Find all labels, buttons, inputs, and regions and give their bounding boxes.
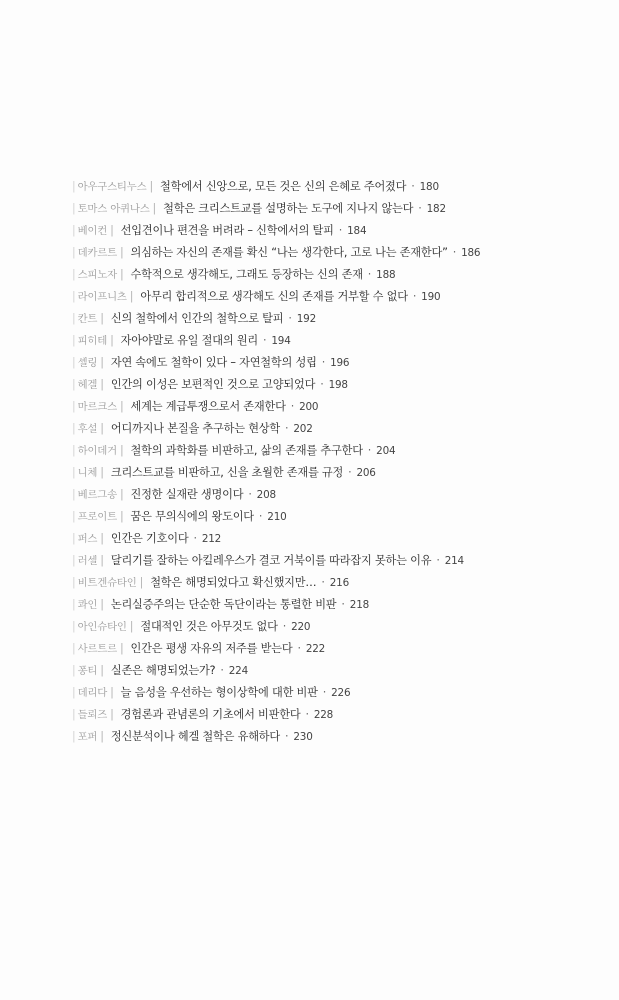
- divider: |: [72, 488, 76, 501]
- separator-dot: ·: [297, 642, 301, 655]
- divider: |: [110, 708, 114, 721]
- entry-title: 자아야말로 유일 절대의 원리: [120, 334, 259, 347]
- entry-title: 아무리 합리적으로 생각해도 신의 존재를 거부할 수 없다: [140, 290, 408, 303]
- page-number: 224: [228, 665, 248, 677]
- divider: |: [72, 620, 76, 633]
- divider: |: [100, 378, 104, 391]
- toc-entry: [72, 726, 602, 748]
- divider: |: [72, 730, 76, 743]
- page-number: 210: [267, 511, 287, 523]
- page-number: 196: [330, 357, 350, 369]
- entry-title: 세계는 계급투쟁으로서 존재한다: [130, 400, 286, 413]
- separator-dot: ·: [320, 378, 324, 391]
- divider: |: [149, 180, 154, 193]
- entry-title: 논리실증주의는 단순한 독단이라는 통렬한 비판: [110, 598, 337, 611]
- entry-title: 꿈은 무의식에의 왕도이다: [130, 510, 254, 523]
- separator-dot: ·: [322, 686, 327, 699]
- page-number: 192: [296, 313, 316, 325]
- philosopher-name: 후설: [77, 423, 98, 435]
- divider: |: [119, 444, 124, 457]
- entry-title: 인간은 기호이다: [110, 532, 189, 545]
- philosopher-name: 포퍼: [77, 731, 98, 743]
- page-number: 214: [444, 555, 464, 567]
- philosopher-name: 베이컨: [77, 225, 108, 237]
- separator-dot: ·: [220, 664, 224, 677]
- page-number: 198: [328, 379, 348, 391]
- divider: |: [100, 312, 104, 325]
- philosopher-name: 아인슈타인: [77, 621, 127, 633]
- toc-entry: [72, 176, 602, 198]
- divider: |: [129, 290, 134, 303]
- entry-title: 인간의 이성은 보편적인 것으로 고양되었다: [110, 378, 316, 391]
- toc-entry: [72, 440, 602, 462]
- divider: |: [72, 686, 76, 699]
- toc-entry: [72, 330, 602, 352]
- philosopher-name: 칸트: [77, 313, 98, 325]
- entry-title: 철학의 과학화를 비판하고, 삶의 존재를 추구한다: [130, 444, 363, 457]
- divider: |: [110, 224, 114, 237]
- toc-entry: [72, 374, 602, 396]
- philosopher-name: 토마스 아퀴나스: [77, 203, 150, 215]
- toc-entry: [72, 308, 602, 330]
- toc-entry: [72, 550, 602, 572]
- separator-dot: ·: [367, 444, 372, 457]
- entry-title: 실존은 해명되었는가?: [110, 664, 216, 677]
- separator-dot: ·: [341, 598, 345, 611]
- page-number: 218: [349, 599, 370, 611]
- separator-dot: ·: [288, 312, 292, 325]
- separator-dot: ·: [321, 356, 326, 369]
- separator-dot: ·: [263, 334, 267, 347]
- toc-entry: [72, 264, 602, 286]
- divider: |: [72, 642, 76, 655]
- separator-dot: ·: [305, 708, 309, 721]
- page-number: 180: [419, 181, 439, 193]
- toc-entry: [72, 396, 602, 418]
- divider: |: [100, 730, 104, 743]
- separator-dot: ·: [411, 180, 415, 193]
- page-number: 216: [329, 577, 349, 589]
- toc-entry: [72, 484, 602, 506]
- divider: |: [72, 224, 76, 237]
- divider: |: [72, 664, 76, 677]
- separator-dot: ·: [436, 554, 440, 567]
- divider: |: [72, 510, 76, 523]
- separator-dot: ·: [348, 466, 352, 479]
- entry-title: 크리스트교를 비판하고, 신을 초월한 존재를 규정: [110, 466, 344, 479]
- divider: |: [72, 554, 76, 567]
- page-number: 222: [305, 643, 326, 655]
- divider: |: [72, 246, 76, 259]
- divider: |: [100, 598, 104, 611]
- divider: |: [72, 444, 76, 457]
- page-number: 204: [376, 445, 396, 457]
- divider: |: [139, 576, 144, 589]
- entry-title: 수학적으로 생각해도, 그래도 등장하는 신의 존재: [130, 268, 363, 281]
- divider: |: [119, 246, 124, 259]
- entry-title: 진정한 실재란 생명이다: [130, 488, 244, 501]
- entry-title: 철학은 해명되었다고 확신했지만…: [150, 576, 317, 589]
- divider: |: [72, 334, 76, 347]
- separator-dot: ·: [248, 488, 252, 501]
- page-number: 206: [356, 467, 376, 479]
- toc-entry: [72, 704, 602, 726]
- toc-entry: [72, 286, 602, 308]
- philosopher-name: 사르트르: [77, 643, 117, 655]
- divider: |: [72, 268, 76, 281]
- divider: |: [72, 400, 76, 413]
- philosopher-name: 콰인: [77, 599, 98, 611]
- divider: |: [110, 686, 114, 699]
- page-number: 230: [293, 731, 313, 743]
- toc-entry: [72, 242, 602, 264]
- philosopher-name: 데리다: [77, 687, 108, 699]
- divider: |: [72, 576, 76, 589]
- philosopher-name: 스피노자: [77, 269, 117, 281]
- page-number: 220: [291, 621, 311, 633]
- entry-title: 경험론과 관념론의 기초에서 비판한다: [120, 708, 301, 721]
- divider: |: [72, 378, 76, 391]
- toc-entry: [72, 572, 602, 594]
- philosopher-name: 피히테: [77, 335, 108, 347]
- divider: |: [129, 620, 134, 633]
- toc-entry: [72, 220, 602, 242]
- toc-entry: [72, 594, 602, 616]
- divider: |: [72, 422, 76, 435]
- divider: |: [72, 532, 76, 545]
- page-number: 194: [271, 335, 291, 347]
- philosopher-name: 들뢰즈: [77, 709, 108, 721]
- separator-dot: ·: [290, 400, 295, 413]
- entry-title: 의심하는 자신의 존재를 확신 “나는 생각한다, 고로 나는 존재한다”: [130, 246, 448, 259]
- entry-title: 절대적인 것은 아무것도 없다: [140, 620, 278, 633]
- philosopher-name: 라이프니츠: [77, 291, 127, 303]
- divider: |: [100, 664, 104, 677]
- separator-dot: ·: [367, 268, 372, 281]
- divider: |: [72, 708, 76, 721]
- entry-title: 달리기를 잘하는 아킬레우스가 결코 거북이를 따라잡지 못하는 이유: [110, 554, 432, 567]
- divider: |: [100, 422, 104, 435]
- philosopher-name: 데카르트: [77, 247, 117, 259]
- philosopher-name: 아우구스티누스: [77, 181, 147, 193]
- toc-entry: [72, 506, 602, 528]
- divider: |: [72, 202, 76, 215]
- divider: |: [72, 598, 76, 611]
- divider: |: [72, 180, 76, 193]
- toc-entry: [72, 616, 602, 638]
- divider: |: [100, 554, 104, 567]
- separator-dot: ·: [321, 576, 325, 589]
- divider: |: [72, 290, 76, 303]
- toc-entry: [72, 638, 602, 660]
- page-number: 190: [421, 291, 441, 303]
- philosopher-name: 퐁티: [77, 665, 98, 677]
- toc-entry: [72, 682, 602, 704]
- divider: |: [152, 202, 157, 215]
- separator-dot: ·: [418, 202, 422, 215]
- philosopher-name: 니체: [77, 467, 98, 479]
- divider: |: [100, 532, 104, 545]
- page-number: 212: [201, 533, 222, 545]
- divider: |: [72, 312, 76, 325]
- page-number: 226: [331, 687, 351, 699]
- entry-title: 늘 음성을 우선하는 형이상학에 대한 비판: [120, 686, 318, 699]
- page-number: 182: [426, 203, 446, 215]
- divider: |: [100, 356, 104, 369]
- entry-title: 신의 철학에서 인간의 철학으로 탈피: [110, 312, 284, 325]
- toc-entry: [72, 660, 602, 682]
- philosopher-name: 마르크스: [77, 401, 117, 413]
- separator-dot: ·: [193, 532, 197, 545]
- separator-dot: ·: [285, 730, 289, 743]
- toc-entry: [72, 352, 602, 374]
- philosopher-name: 퍼스: [77, 533, 98, 545]
- divider: |: [119, 488, 124, 501]
- separator-dot: ·: [282, 620, 287, 633]
- philosopher-name: 베르그송: [77, 489, 117, 501]
- page-number: 188: [376, 269, 396, 281]
- entry-title: 인간은 평생 자유의 저주를 받는다: [130, 642, 293, 655]
- divider: |: [119, 510, 124, 523]
- divider: |: [100, 466, 104, 479]
- philosopher-name: 프로이트: [77, 511, 117, 523]
- philosopher-name: 셸링: [77, 357, 98, 369]
- entry-title: 철학에서 신앙으로, 모든 것은 신의 은혜로 주어졌다: [160, 180, 407, 193]
- separator-dot: ·: [452, 246, 457, 259]
- toc-entry: [72, 462, 602, 484]
- divider: |: [110, 334, 114, 347]
- separator-dot: ·: [285, 422, 289, 435]
- philosopher-name: 비트겐슈타인: [77, 577, 137, 589]
- page-number: 208: [256, 489, 276, 501]
- entry-title: 철학은 크리스트교를 설명하는 도구에 지나지 않는다: [163, 202, 414, 215]
- page-number: 184: [347, 225, 367, 237]
- separator-dot: ·: [258, 510, 263, 523]
- page-number: 186: [461, 247, 481, 259]
- page-number: 200: [299, 401, 319, 413]
- entry-title: 자연 속에도 철학이 있다 – 자연철학의 성립: [110, 356, 317, 369]
- divider: |: [72, 356, 76, 369]
- entry-title: 정신분석이나 헤겔 철학은 유해하다: [110, 730, 281, 743]
- page-number: 228: [313, 709, 334, 721]
- page-number: 202: [293, 423, 313, 435]
- toc-entry: [72, 418, 602, 440]
- divider: |: [119, 268, 124, 281]
- table-of-contents: [72, 176, 602, 748]
- toc-entry: [72, 198, 602, 220]
- philosopher-name: 하이데거: [77, 445, 117, 457]
- toc-entry: [72, 528, 602, 550]
- entry-title: 선입견이나 편견을 버려라 – 신학에서의 탈피: [120, 224, 334, 237]
- separator-dot: ·: [412, 290, 417, 303]
- divider: |: [72, 466, 76, 479]
- philosopher-name: 러셀: [77, 555, 98, 567]
- entry-title: 어디까지나 본질을 추구하는 현상학: [110, 422, 281, 435]
- divider: |: [119, 642, 124, 655]
- philosopher-name: 헤겔: [77, 379, 98, 391]
- separator-dot: ·: [338, 224, 343, 237]
- divider: |: [119, 400, 124, 413]
